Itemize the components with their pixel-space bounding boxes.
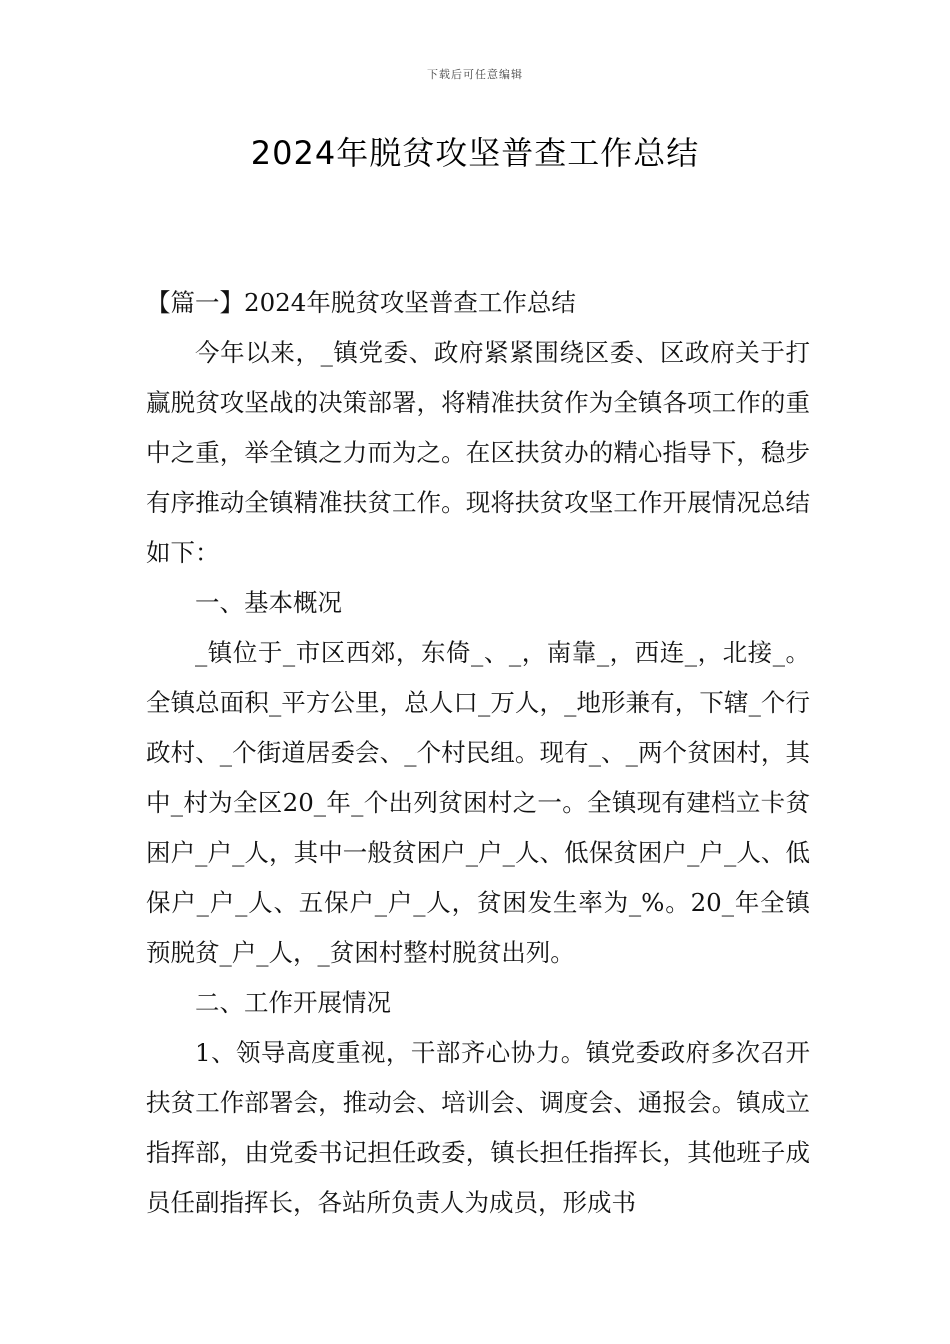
intro-paragraph: 今年以来，_镇党委、政府紧紧围绕区委、区政府关于打赢脱贫攻坚战的决策部署，将精准扶贫作为全镇各项工作的重中之重，举全镇之力而为之。在区扶贫办的精心指导下，稳步有序推动全镇精准扶贫工作。现将扶贫攻坚工作开展情况总结如下：: [146, 338, 810, 567]
overview-paragraph: _镇位于_市区西郊，东倚_、_，南靠_，西连_，北接_。全镇总面积_平方公里，总人口_万人，_地形兼有，下辖_个行政村、_个街道居委会、_个村民组。现有_、_两个贫困村，其中_村为全区20_年_个出列贫困村之一。全镇现有建档立卡贫困户_户_人，其中一般贫困户_户_人、低保贫困户_户_人、低保户_户_人、五保户_户_人，贫困发生率为_%。20_年全镇预脱贫_户_人，_贫困村整村脱贫出列。: [146, 638, 810, 967]
header-note: 下载后可任意编辑: [427, 68, 523, 81]
section-heading-overview: 一、基本概况: [195, 588, 342, 617]
section-heading-work-progress: 二、工作开展情况: [195, 988, 391, 1017]
document-title: 2024年脱贫攻坚普查工作总结: [250, 134, 700, 172]
section-heading-part-one: 【篇一】2024年脱贫攻坚普查工作总结: [146, 288, 576, 317]
work-progress-paragraph: 1、领导高度重视，干部齐心协力。镇党委政府多次召开扶贫工作部署会，推动会、培训会、调度会、通报会。镇成立指挥部，由党委书记担任政委，镇长担任指挥长，其他班子成员任副指挥长，各站所负责人为成员，形成书: [146, 1038, 810, 1217]
document-body: [146, 278, 810, 1228]
